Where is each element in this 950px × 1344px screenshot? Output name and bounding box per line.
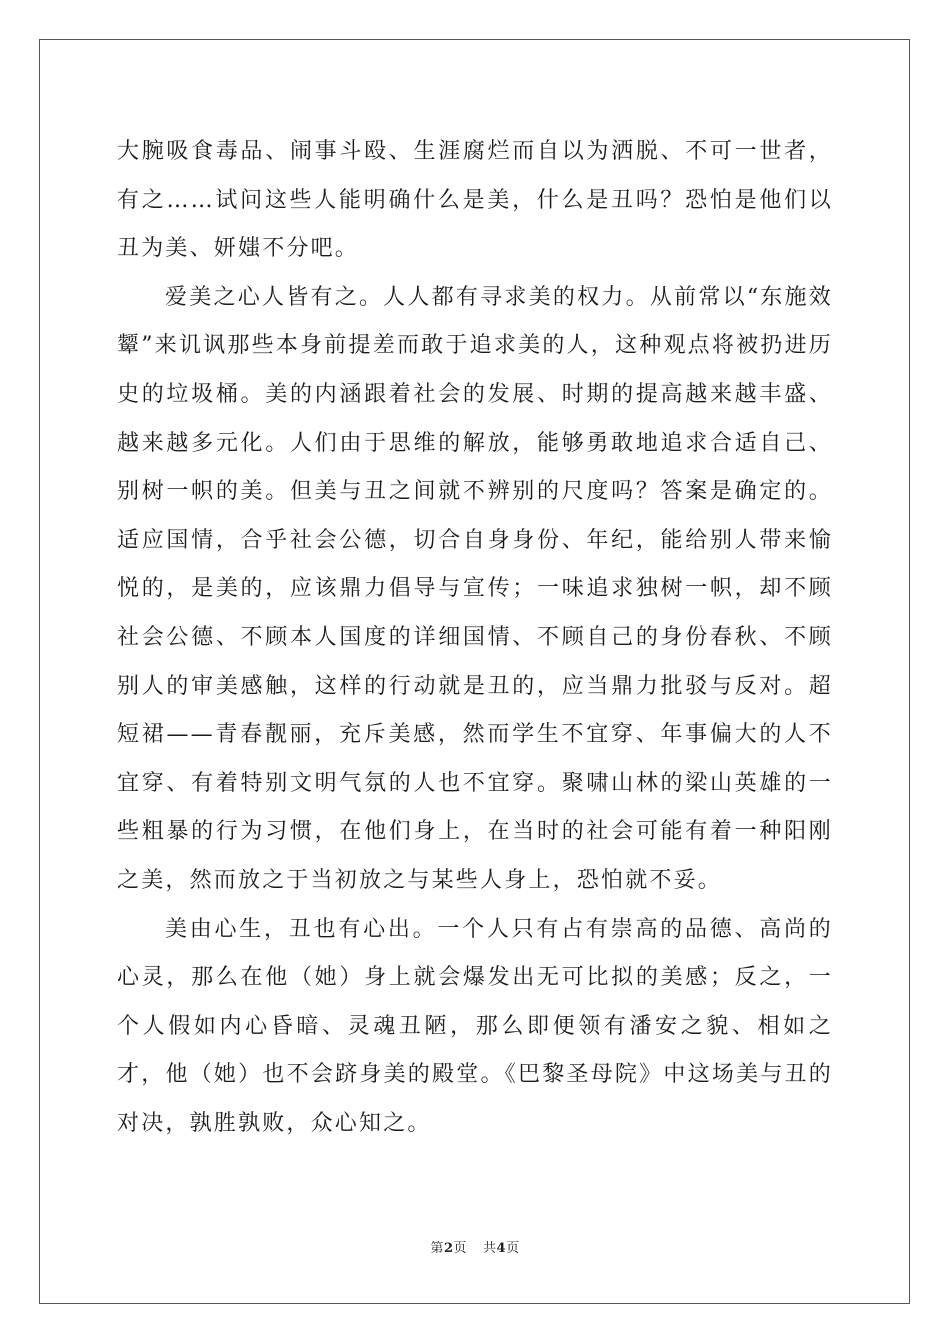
page-footer <box>0 1240 950 1258</box>
total-page-number: 4 <box>496 1241 507 1256</box>
document-body <box>117 128 833 1148</box>
paragraph-beauty-rights: 爱美之心人皆有之。人人都有寻求美的权力。从前常以“东施效颦”来讥讽那些本身前提差而敢于追求美的人，这种观点将被扔进历史的垃圾桶。美的内涵跟着社会的发展、时期的提高越来越丰盛、越来越多元化。人们由于思维的解放，能够勇敢地追求合适自己、别树一帜的美。但美与丑之间就不辨别的尺度吗？答案是确定的。适应国情，合乎社会公德，切合自身身份、年纪，能给别人带来愉悦的，是美的，应该鼎力倡导与宣传；一味追求独树一帜，却不顾社会公德、不顾本人国度的详细国情、不顾自己的身份春秋、不顾别人的审美感触，这样的行动就是丑的，应当鼎力批驳与反对。超短裙——青春靓丽，充斥美感，然而学生不宜穿、年事偏大的人不宜穿、有着特别文明气氛的人也不宜穿。聚啸山林的梁山英雄的一些粗暴的行为习惯，在他们身上，在当时的社会可能有着一种阳刚之美，然而放之于当初放之与某些人身上，恐怕就不妥。 <box>117 284 833 893</box>
current-page-number: 2 <box>443 1241 454 1256</box>
paragraph-continuation: 大腕吸食毒品、闹事斗殴、生涯腐烂而自以为洒脱、不可一世者，有之……试问这些人能明确什么是美，什么是丑吗？恐怕是他们以丑为美、妍媸不分吧。 <box>117 139 833 262</box>
page-label-prefix: 第 <box>430 1241 444 1256</box>
total-label-prefix: 共 <box>483 1241 497 1256</box>
page-label-suffix: 页 <box>453 1241 467 1256</box>
total-label-suffix: 页 <box>506 1241 520 1256</box>
paragraph-beauty-from-heart: 美由心生，丑也有心出。一个人只有占有崇高的品德、高尚的心灵，那么在他（她）身上就会爆发出无可比拟的美感；反之，一个人假如内心昏暗、灵魂丑陋，那么即便领有潘安之貌、相如之才，他（她）也不会跻身美的殿堂。《巴黎圣母院》中这场美与丑的对决，孰胜孰败，众心知之。 <box>117 916 833 1136</box>
